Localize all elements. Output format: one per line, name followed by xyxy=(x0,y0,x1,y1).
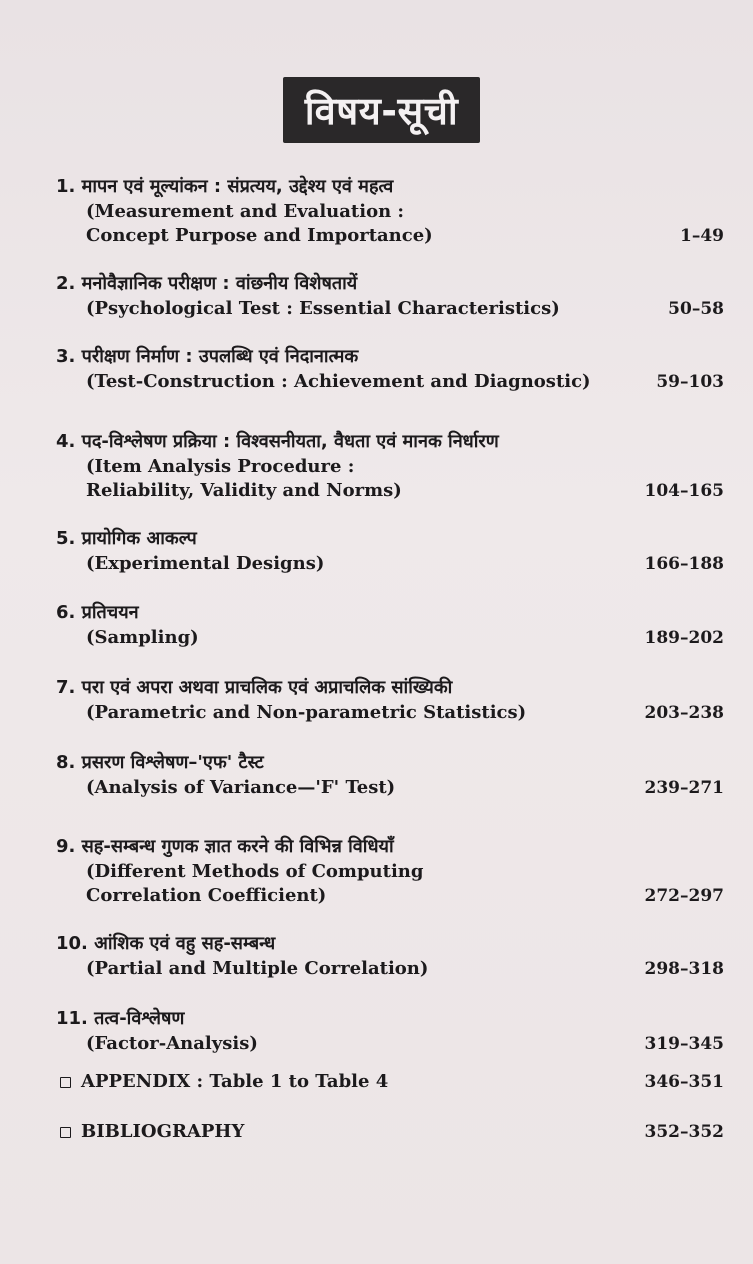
english-heading: Reliability, Validity and Norms) xyxy=(86,480,402,501)
english-heading: (Item Analysis Procedure : xyxy=(86,456,355,477)
page-range: 59–103 xyxy=(656,372,724,392)
toc-entry-3 xyxy=(56,344,724,394)
english-heading: (Factor-Analysis) xyxy=(86,1033,258,1054)
hindi-heading: 6. प्रतिचयन xyxy=(56,602,139,623)
english-heading: (Different Methods of Computing xyxy=(86,861,424,882)
hindi-heading: 7. परा एवं अपरा अथवा प्राचलिक एवं अप्राचलिक सांख्यिकी xyxy=(56,677,453,698)
page-range: 50–58 xyxy=(668,299,724,319)
hindi-heading: 1. मापन एवं मूल्यांकन : संप्रत्यय, उद्देश्य एवं महत्व xyxy=(56,176,394,197)
toc-entry-6 xyxy=(56,600,724,650)
page-range: 272–297 xyxy=(644,886,724,906)
english-heading: (Partial and Multiple Correlation) xyxy=(86,958,429,979)
appendix-label: APPENDIX : Table 1 to Table 4 xyxy=(81,1071,389,1092)
page-range: 239–271 xyxy=(644,778,724,798)
page-range: 203–238 xyxy=(644,703,724,723)
english-heading: (Experimental Designs) xyxy=(86,553,325,574)
english-heading: (Psychological Test : Essential Characteristics) xyxy=(86,298,560,319)
hindi-heading: 3. परीक्षण निर्माण : उपलब्धि एवं निदानात्मक xyxy=(56,346,359,367)
page-range: 352–352 xyxy=(644,1122,724,1142)
hindi-heading: 4. पद-विश्लेषण प्रक्रिया : विश्वसनीयता, वैधता एवं मानक निर्धारण xyxy=(56,431,499,452)
title-banner xyxy=(283,77,480,143)
hindi-heading: 10. आंशिक एवं वहु सह-सम्बन्ध xyxy=(56,933,276,954)
page-range: 189–202 xyxy=(644,628,724,648)
page-range: 298–318 xyxy=(644,959,724,979)
toc-entry-1 xyxy=(56,174,724,248)
english-heading: (Test-Construction : Achievement and Diagnostic) xyxy=(86,371,591,392)
square-bullet-icon xyxy=(60,1127,71,1138)
hindi-heading: 9. सह-सम्बन्ध गुणक ज्ञात करने की विभिन्न विधियाँ xyxy=(56,836,394,857)
page-range: 1–49 xyxy=(680,226,724,246)
english-heading: Correlation Coefficient) xyxy=(86,885,327,906)
english-heading: (Parametric and Non-parametric Statistics) xyxy=(86,702,527,723)
page-range: 319–345 xyxy=(644,1034,724,1054)
page-title: विषय-सूची xyxy=(304,89,459,133)
english-heading: (Analysis of Variance—'F' Test) xyxy=(86,777,396,798)
hindi-heading: 11. तत्व-विश्लेषण xyxy=(56,1008,185,1029)
english-heading: Concept Purpose and Importance) xyxy=(86,225,433,246)
bibliography-label: BIBLIOGRAPHY xyxy=(81,1121,245,1142)
toc-appendix xyxy=(60,1070,724,1094)
english-heading: (Measurement and Evaluation : xyxy=(86,201,405,222)
hindi-heading: 5. प्रायोगिक आकल्प xyxy=(56,528,197,549)
page-range: 346–351 xyxy=(644,1072,724,1092)
toc-entry-9 xyxy=(56,834,724,908)
toc-entry-10 xyxy=(56,931,724,981)
hindi-heading: 2. मनोवैज्ञानिक परीक्षण : वांछनीय विशेषतायें xyxy=(56,273,358,294)
toc-entry-5 xyxy=(56,526,724,576)
toc-entry-7 xyxy=(56,675,724,725)
square-bullet-icon xyxy=(60,1077,71,1088)
toc-bibliography xyxy=(60,1120,724,1144)
toc-entry-11 xyxy=(56,1006,724,1056)
page-range: 166–188 xyxy=(644,554,724,574)
toc-entry-4 xyxy=(56,429,724,503)
toc-entry-8 xyxy=(56,750,724,800)
hindi-heading: 8. प्रसरण विश्लेषण–'एफ' टैस्ट xyxy=(56,752,264,773)
toc-entry-2 xyxy=(56,271,724,321)
english-heading: (Sampling) xyxy=(86,627,199,648)
page-range: 104–165 xyxy=(644,481,724,501)
